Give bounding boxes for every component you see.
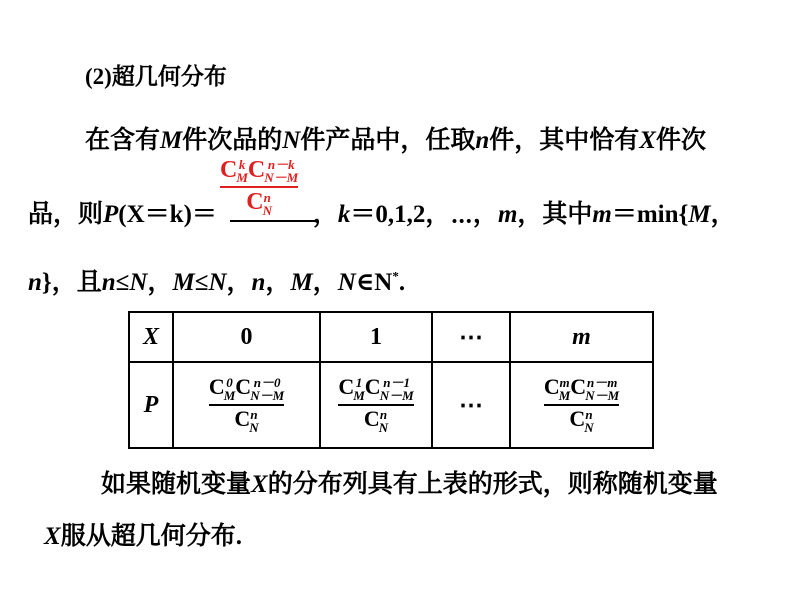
table-header-cell: ⋯ (432, 312, 510, 362)
table-header-row (129, 312, 653, 362)
paragraph-line-2: 品，则P(X＝k)＝ ，k＝0,1,2，⋯，m，其中m＝min{M， (28, 201, 736, 228)
conclusion-line-2: X服从超几何分布. (44, 523, 242, 550)
table-cell: C 1 M C n－1 N－M C n N (320, 362, 432, 448)
table-cell: C m M C n－m N－M C n N (510, 362, 653, 448)
table-cell: ⋯ (432, 362, 510, 448)
table-cell: C 0 M C n－0 N－M C n N (173, 362, 320, 448)
table-row-label: P (129, 362, 173, 448)
hypergeometric-formula: C k M C n－k N－M C n N (220, 157, 299, 218)
distribution-table (128, 311, 654, 449)
conclusion-line-1: 如果随机变量X的分布列具有上表的形式，则称随机变量 (101, 471, 718, 498)
table-header-cell: X (129, 312, 173, 362)
table-probability-row (129, 362, 653, 448)
table-header-cell: m (510, 312, 653, 362)
table-header-cell: 0 (173, 312, 320, 362)
table-header-cell: 1 (320, 312, 432, 362)
section-title: (2)超几何分布 (85, 64, 227, 89)
paragraph-line-1: 在含有M件次品的N件产品中，任取n件，其中恰有X件次 (85, 127, 706, 154)
paragraph-line-3: n}，且n≤N，M≤N，n，M，N∈N*. (28, 268, 406, 296)
